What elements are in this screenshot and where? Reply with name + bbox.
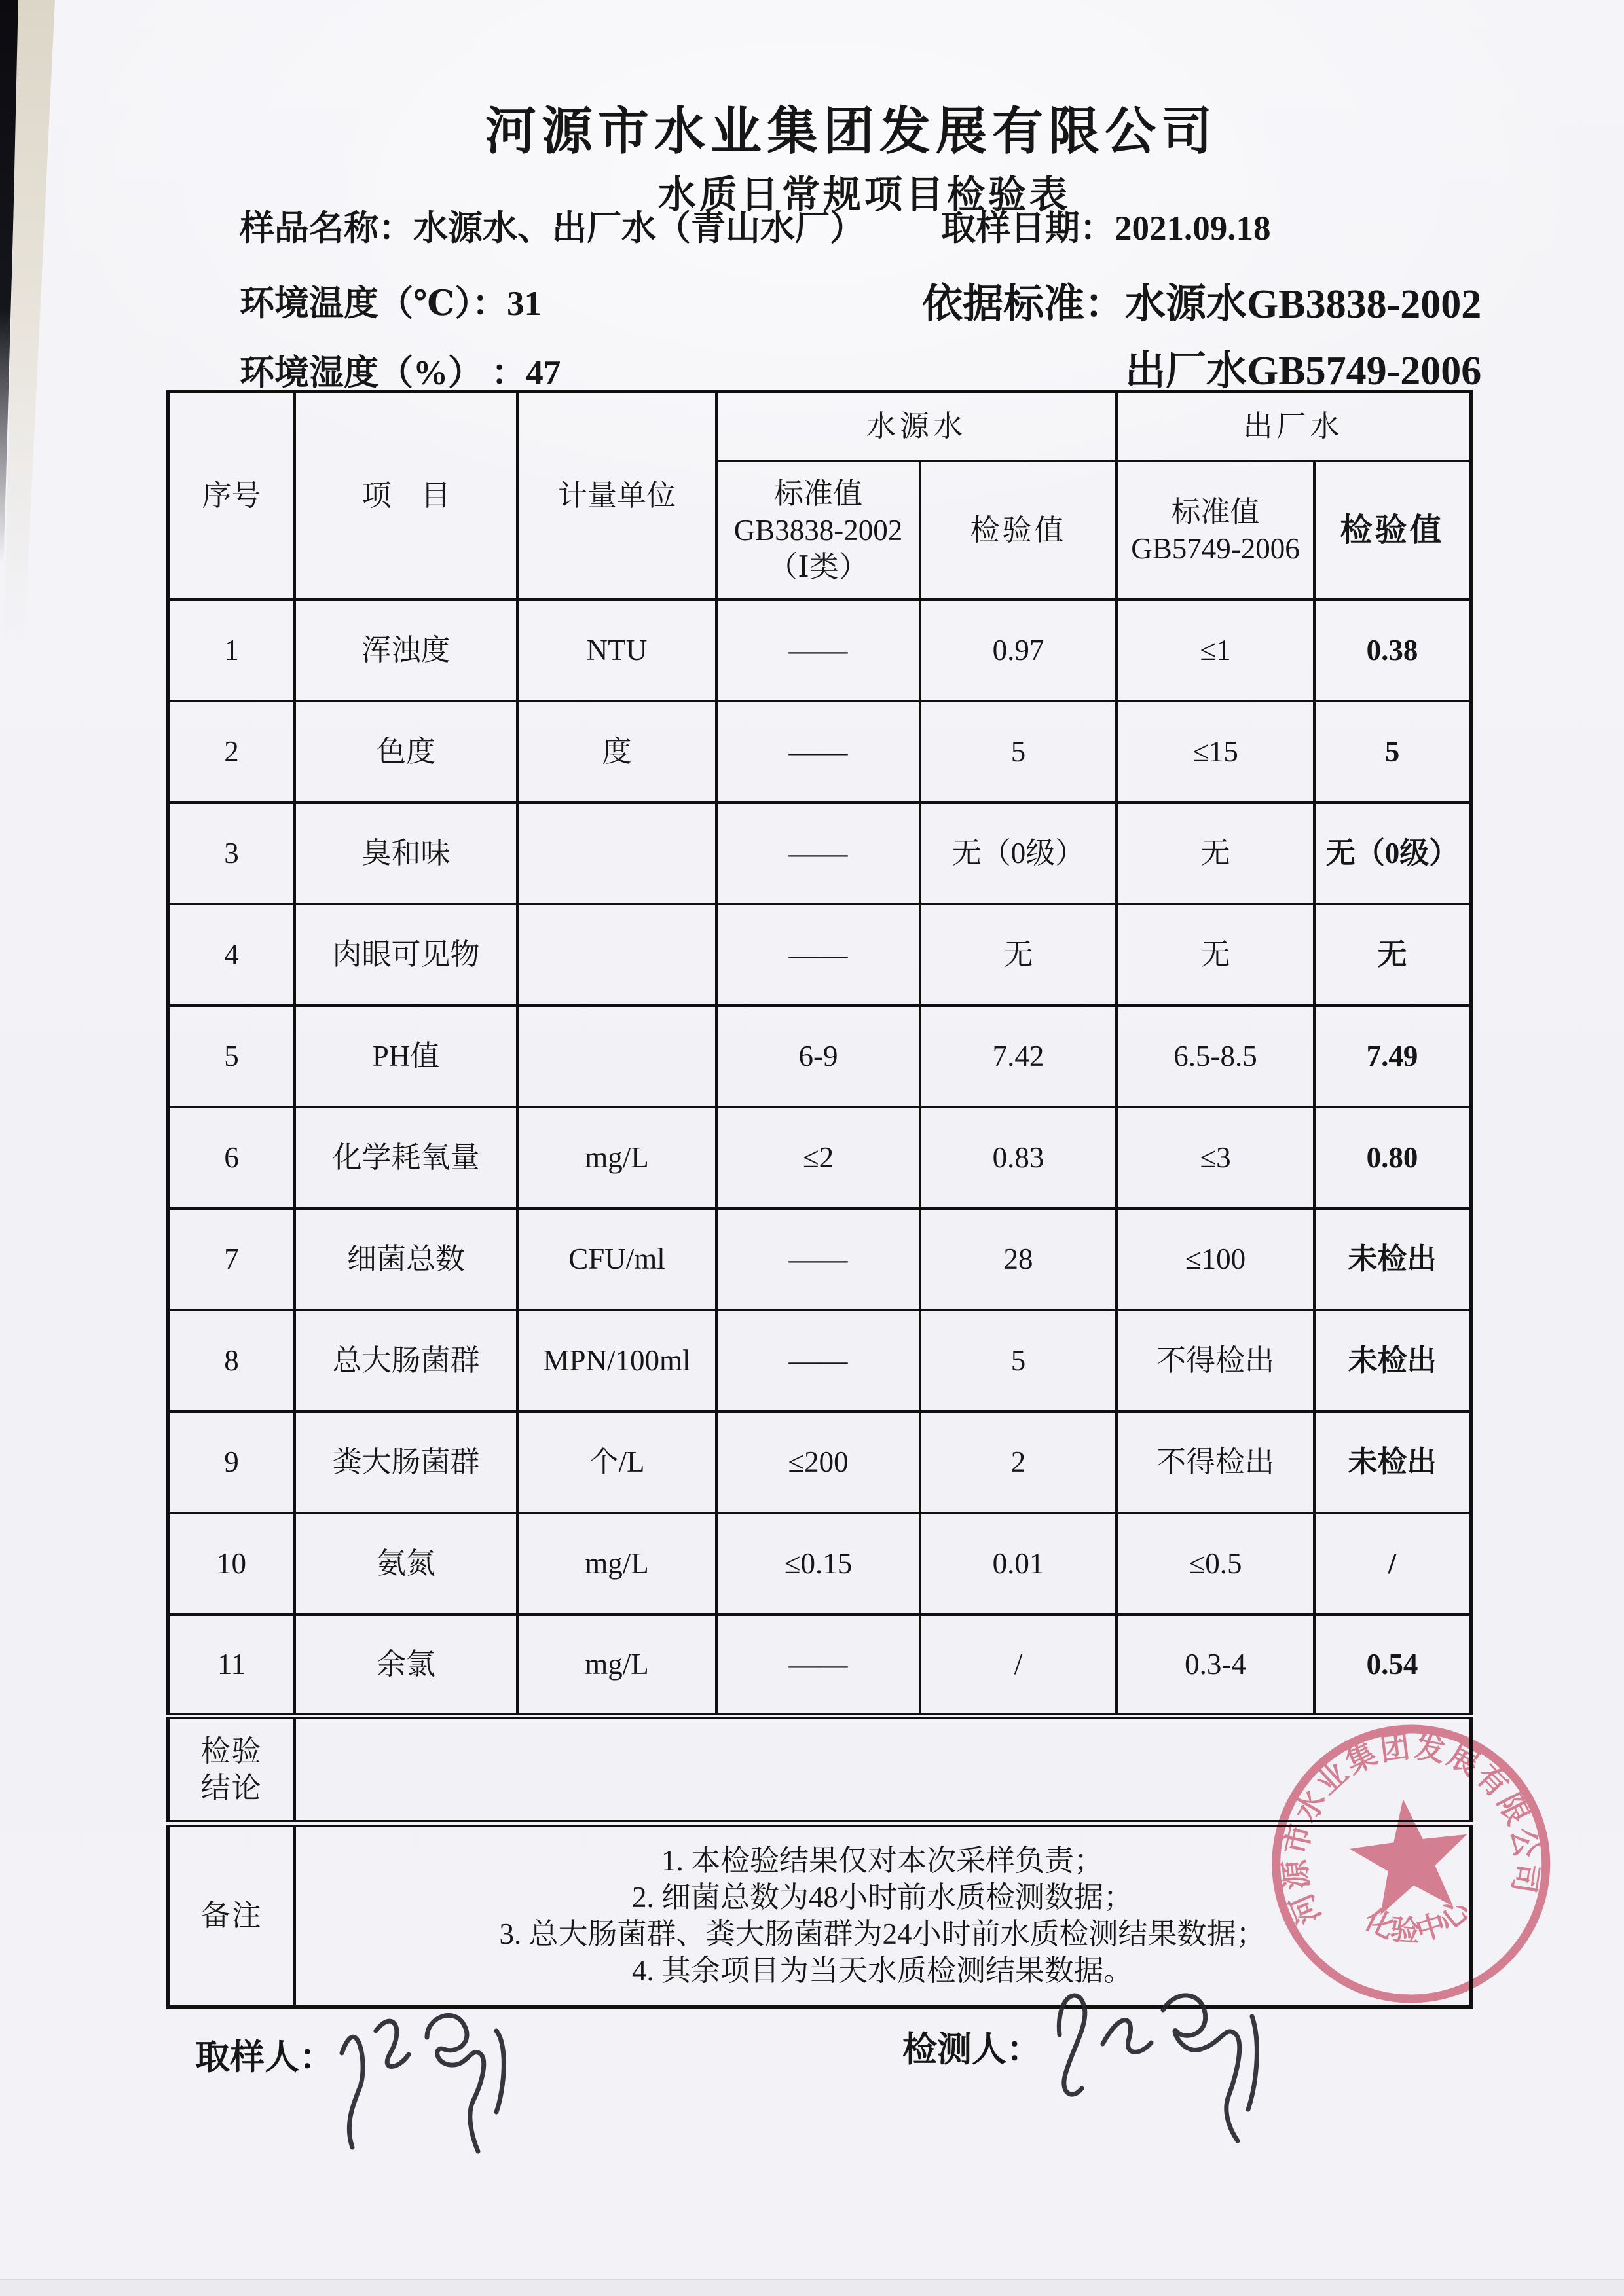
std-source-line2: GB3838-2002 xyxy=(733,513,903,547)
cell-std-source: —— xyxy=(716,1209,920,1310)
cell-no: 2 xyxy=(168,701,295,803)
group-header-outlet-water: 出厂水 xyxy=(1116,392,1471,461)
cell-unit: MPN/100ml xyxy=(517,1310,716,1412)
cell-item: 总大肠菌群 xyxy=(295,1310,517,1412)
std-outlet-line2: GB5749-2006 xyxy=(1131,532,1300,565)
cell-std-outlet: 无 xyxy=(1116,904,1314,1006)
sample-name-line: 样品名称：水源水、出厂水（青山水厂） xyxy=(240,210,864,247)
cell-no: 11 xyxy=(168,1614,295,1716)
cell-val-outlet: 7.49 xyxy=(1314,1006,1471,1107)
table-row xyxy=(168,904,1471,1006)
cell-std-outlet: ≤1 xyxy=(1116,600,1314,701)
cell-unit: mg/L xyxy=(517,1614,716,1716)
table-row xyxy=(168,600,1471,701)
cell-item: 细菌总数 xyxy=(295,1209,517,1310)
cell-unit: mg/L xyxy=(517,1513,716,1614)
standard-outlet-line: 出厂水GB5749-2006 xyxy=(1125,349,1482,393)
cell-std-outlet: 6.5-8.5 xyxy=(1116,1006,1314,1107)
cell-val-source: 2 xyxy=(920,1412,1116,1513)
cell-val-outlet: 0.54 xyxy=(1314,1614,1471,1716)
remark-line: 2. 细菌总数为48小时前水质检测数据； xyxy=(632,1880,1134,1914)
cell-std-outlet: 无 xyxy=(1116,803,1314,904)
table-row xyxy=(168,1614,1471,1716)
cell-std-outlet: ≤0.5 xyxy=(1116,1513,1314,1614)
company-title: 河源市水业集团发展有限公司 xyxy=(485,103,1217,160)
cell-std-source: —— xyxy=(716,1310,920,1412)
group-header-source-water: 水源水 xyxy=(716,392,1116,461)
cell-val-outlet: 0.38 xyxy=(1314,600,1471,701)
table-row xyxy=(168,1412,1471,1513)
table-row xyxy=(168,701,1471,803)
cell-no: 7 xyxy=(168,1209,295,1310)
cell-val-source: 5 xyxy=(920,1310,1116,1412)
std-outlet-line1: 标准值 xyxy=(1171,495,1260,528)
sampler-signature xyxy=(327,1990,563,2167)
standard-source-value: 水源水GB3838-2002 xyxy=(1125,282,1482,327)
cell-val-source: 无（0级） xyxy=(920,803,1116,904)
cell-std-outlet: ≤3 xyxy=(1116,1107,1314,1209)
cell-item: 臭和味 xyxy=(295,803,517,904)
std-source-line1: 标准值 xyxy=(773,477,862,510)
cell-no: 9 xyxy=(168,1412,295,1513)
conclusion-label xyxy=(168,1716,295,1823)
col-header-item: 项 目 xyxy=(295,392,517,600)
cell-unit: CFU/ml xyxy=(517,1209,716,1310)
svg-text:化验中心 xyxy=(1356,1890,1479,1955)
cell-unit: NTU xyxy=(517,600,716,701)
cell-std-source: —— xyxy=(716,1614,920,1716)
table-row xyxy=(168,1006,1471,1107)
cell-no: 6 xyxy=(168,1107,295,1209)
standard-source-line xyxy=(922,271,1481,329)
cell-no: 8 xyxy=(168,1310,295,1412)
col-header-std-outlet xyxy=(1116,461,1314,600)
cell-unit: 个/L xyxy=(517,1412,716,1513)
cell-val-outlet: 无 xyxy=(1314,904,1471,1006)
seal-center-text: 化验中心 xyxy=(1359,1894,1475,1948)
env-temperature-line: 环境温度（℃）：31 xyxy=(240,285,542,323)
table-row xyxy=(168,1107,1471,1209)
std-source-line3: （Ⅰ类） xyxy=(768,551,868,584)
col-header-check-source: 检验值 xyxy=(920,461,1116,600)
cell-item: 氨氮 xyxy=(295,1513,517,1614)
cell-item: 粪大肠菌群 xyxy=(295,1412,517,1513)
conclusion-label-line1: 检验 xyxy=(200,1734,263,1768)
cell-val-outlet: 未检出 xyxy=(1314,1412,1471,1513)
remark-line: 1. 本检验结果仅对本次采样负责； xyxy=(661,1844,1104,1877)
cell-val-outlet: 无（0级） xyxy=(1314,803,1471,904)
cell-no: 10 xyxy=(168,1513,295,1614)
cell-unit xyxy=(517,904,716,1006)
cell-unit: mg/L xyxy=(517,1107,716,1209)
cell-val-source: / xyxy=(920,1614,1116,1716)
cell-val-source: 28 xyxy=(920,1209,1116,1310)
cell-item: 色度 xyxy=(295,701,517,803)
cell-unit xyxy=(517,803,716,904)
table-row xyxy=(168,1513,1471,1614)
sampling-date-line: 取样日期：2021.09.18 xyxy=(941,210,1271,247)
scan-bottom-strip xyxy=(0,2279,1624,2296)
col-header-check-outlet: 检验值 xyxy=(1314,461,1471,600)
cell-std-source: —— xyxy=(716,701,920,803)
cell-val-source: 0.83 xyxy=(920,1107,1116,1209)
col-header-no: 序号 xyxy=(168,392,295,600)
cell-std-source: —— xyxy=(716,904,920,1006)
table-row xyxy=(168,1310,1471,1412)
table-row xyxy=(168,803,1471,904)
cell-std-source: —— xyxy=(716,803,920,904)
tester-signature xyxy=(1048,1971,1310,2160)
cell-unit xyxy=(517,1006,716,1107)
cell-no: 1 xyxy=(168,600,295,701)
report-title: 水质日常规项目检验表 xyxy=(657,173,1071,216)
cell-no: 3 xyxy=(168,803,295,904)
col-header-std-source xyxy=(716,461,920,600)
remark-line: 4. 其余项目为当天水质检测结果数据。 xyxy=(632,1954,1134,1988)
cell-item: PH值 xyxy=(295,1006,517,1107)
seal-ring-text: 河源市水业集团发展有限公司 xyxy=(1278,1729,1544,1929)
cell-item: 余氯 xyxy=(295,1614,517,1716)
cell-val-outlet: 5 xyxy=(1314,701,1471,803)
cell-val-outlet: 未检出 xyxy=(1314,1209,1471,1310)
cell-std-outlet: 不得检出 xyxy=(1116,1310,1314,1412)
env-humidity-line: 环境湿度（%） ：47 xyxy=(240,354,561,392)
cell-std-source: —— xyxy=(716,600,920,701)
cell-no: 4 xyxy=(168,904,295,1006)
cell-val-source: 5 xyxy=(920,701,1116,803)
cell-std-outlet: ≤100 xyxy=(1116,1209,1314,1310)
cell-item: 浑浊度 xyxy=(295,600,517,701)
col-header-unit: 计量单位 xyxy=(517,392,716,600)
cell-item: 化学耗氧量 xyxy=(295,1107,517,1209)
table-row xyxy=(168,1209,1471,1310)
cell-std-source: 6-9 xyxy=(716,1006,920,1107)
standard-label: 依据标准： xyxy=(922,282,1126,327)
cell-std-outlet: 0.3-4 xyxy=(1116,1614,1314,1716)
remarks-label: 备注 xyxy=(168,1823,295,2007)
cell-unit: 度 xyxy=(517,701,716,803)
cell-std-source: ≤200 xyxy=(716,1412,920,1513)
sampler-label: 取样人： xyxy=(195,2039,334,2077)
table-header-row-groups xyxy=(168,392,1471,461)
remark-line: 3. 总大肠菌群、粪大肠菌群为24小时前水质检测结果数据； xyxy=(499,1918,1266,1950)
cell-val-outlet: 0.80 xyxy=(1314,1107,1471,1209)
cell-item: 肉眼可见物 xyxy=(295,904,517,1006)
cell-val-source: 无 xyxy=(920,904,1116,1006)
cell-val-source: 0.01 xyxy=(920,1513,1116,1614)
tester-label: 检测人： xyxy=(902,2031,1041,2069)
cell-val-source: 0.97 xyxy=(920,600,1116,701)
cell-no: 5 xyxy=(168,1006,295,1107)
cell-val-outlet: / xyxy=(1314,1513,1471,1614)
cell-std-source: ≤0.15 xyxy=(716,1513,920,1614)
cell-val-outlet: 未检出 xyxy=(1314,1310,1471,1412)
cell-std-outlet: ≤15 xyxy=(1116,701,1314,803)
cell-val-source: 7.42 xyxy=(920,1006,1116,1107)
cell-std-source: ≤2 xyxy=(716,1107,920,1209)
cell-std-outlet: 不得检出 xyxy=(1116,1412,1314,1513)
conclusion-label-line2: 结论 xyxy=(200,1772,263,1804)
